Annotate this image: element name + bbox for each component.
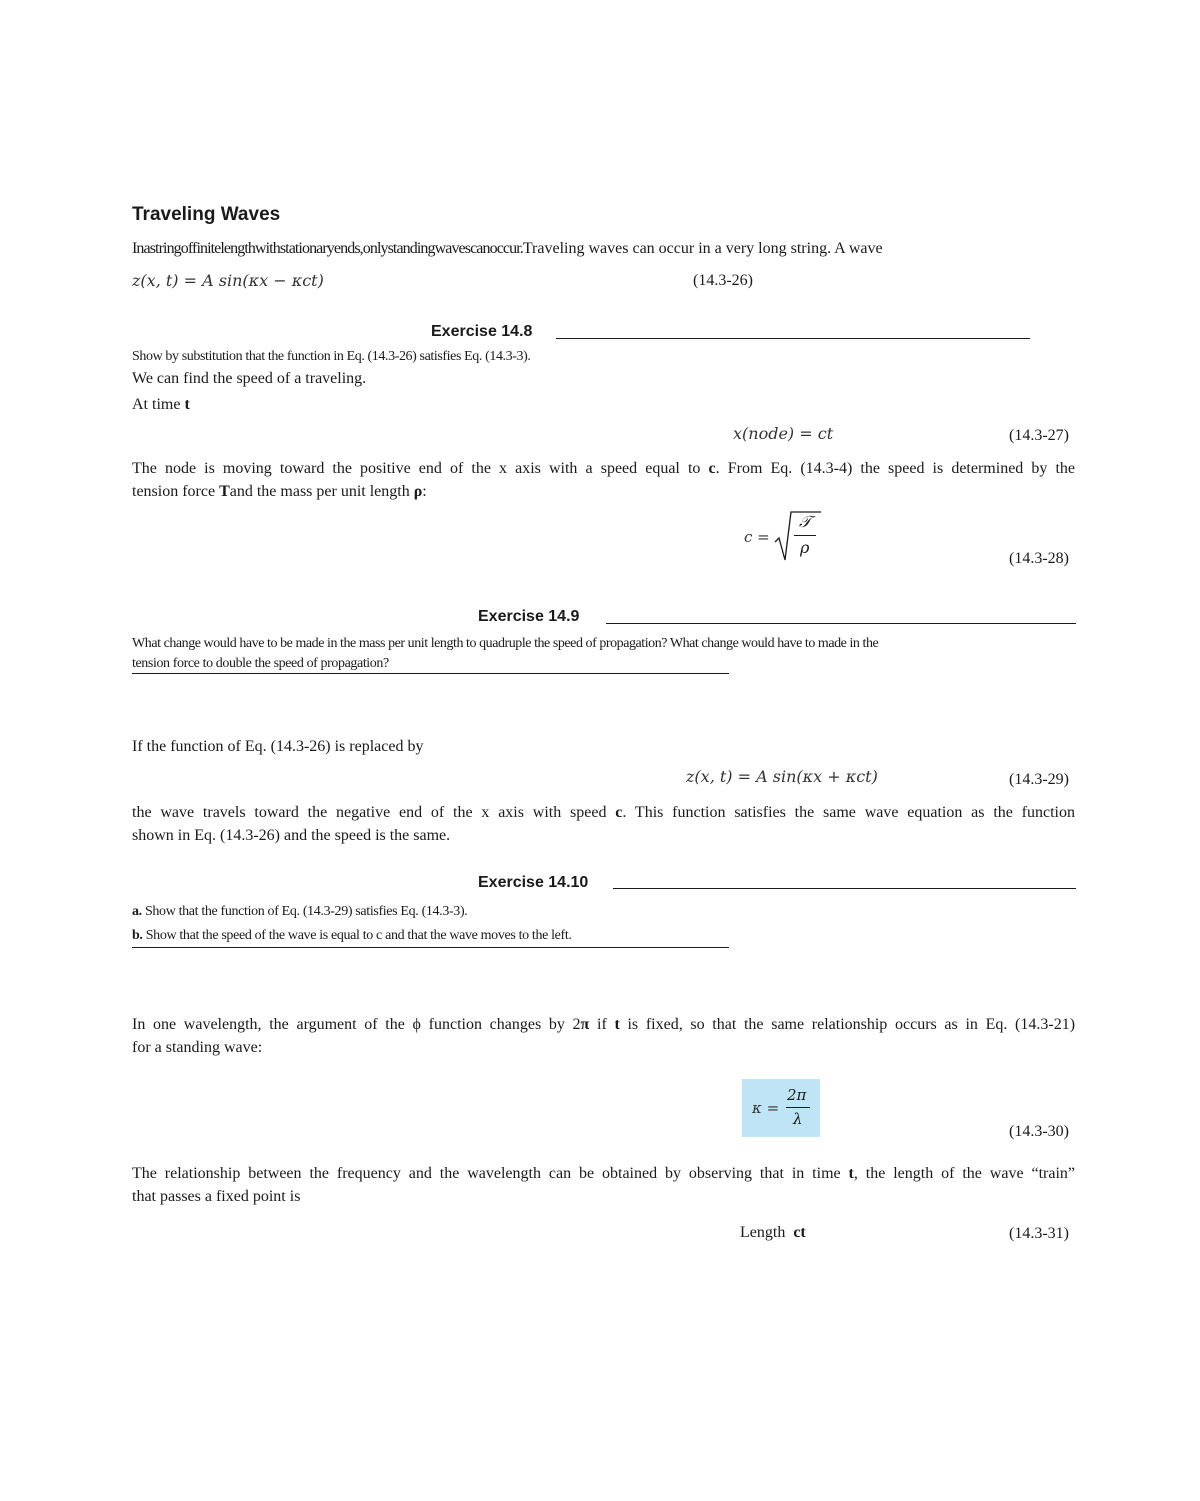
negative-text-c-bold: c — [615, 804, 623, 821]
node-text-mass: and the mass per unit length — [229, 483, 414, 500]
node-text-a: The node is moving toward the positive end of the x axis with a speed equal to — [132, 460, 709, 477]
equation-14-3-26: z(x, t) = A sin(κx − κct) — [132, 271, 324, 290]
relationship-t-bold: t — [848, 1165, 854, 1182]
equation-number-30: (14.3-30) — [1009, 1123, 1069, 1140]
exercise-14-10-title: Exercise 14.10 — [478, 874, 589, 891]
wavelength-paragraph-line-1 — [132, 1013, 1075, 1036]
equation-14-3-29: z(x, t) = A sin(κx + κct) — [686, 767, 878, 786]
wavelength-text-b: function changes by 2 — [420, 1016, 581, 1033]
exercise-14-8-rule — [556, 338, 1030, 339]
part-b-text: Show that the speed of the wave is equal to c and that the wave moves to the left. — [142, 928, 572, 943]
exercise-14-9-underline — [132, 673, 729, 674]
exercise-14-10-underline — [132, 947, 729, 948]
node-paragraph-line-1 — [132, 457, 1075, 480]
exercise-14-9-line-1: What change would have to be made in the mass per unit length to quadruple the speed of propagation? What change would have to made in the — [132, 636, 879, 651]
equation-number-28: (14.3-28) — [1009, 550, 1069, 567]
equation-14-3-27: x(node) = ct — [733, 424, 834, 443]
wavelength-paragraph-line-2: for a standing wave: — [132, 1039, 263, 1056]
time-variable: t — [184, 396, 190, 413]
wavelength-pi-bold: π — [580, 1016, 590, 1033]
section-title: Traveling Waves — [132, 204, 281, 225]
exercise-14-9-rule — [606, 623, 1076, 624]
negative-paragraph-line-1 — [132, 801, 1075, 824]
exercise-14-9-line-2: tension force to double the speed of propagation? — [132, 656, 389, 671]
equation-14-3-28 — [744, 508, 824, 566]
intro-rest-text: Traveling waves can occur in a very long string. A wave — [522, 240, 883, 257]
time-prefix: At time — [132, 396, 185, 413]
wavelength-t-bold: t — [614, 1016, 620, 1033]
wavelength-text-a: In one wavelength, the argument of the — [132, 1016, 413, 1033]
relationship-text-a: The relationship between the frequency and the wavelength can be obtained by observing that in time — [132, 1165, 849, 1182]
eq28-numerator: 𝒯 — [799, 512, 812, 531]
node-paragraph-line-2 — [132, 480, 427, 503]
speed-paragraph: We can find the speed of a traveling. — [132, 370, 367, 387]
replaced-paragraph: If the function of Eq. (14.3-26) is replaced by — [132, 738, 424, 755]
time-paragraph — [132, 396, 190, 414]
eq30-lhs: κ = — [752, 1099, 780, 1117]
exercise-14-10-part-a — [132, 904, 467, 920]
eq28-denominator: ρ — [800, 538, 810, 557]
part-a-text: Show that the function of Eq. (14.3-29) satisfies Eq. (14.3-3). — [141, 904, 468, 919]
part-b-label: b. — [132, 928, 143, 943]
relationship-paragraph-line-1 — [132, 1162, 1075, 1185]
relationship-text-b: , the length of the wave “train” — [853, 1165, 1076, 1182]
eq28-fraction-bar — [794, 535, 816, 536]
eq31-bold: ct — [793, 1224, 806, 1241]
eq30-fraction-bar — [786, 1107, 810, 1108]
eq28-lhs: c = — [744, 528, 770, 546]
wavelength-phi: ϕ — [412, 1016, 421, 1033]
exercise-14-10-rule — [613, 888, 1076, 889]
node-text-T-bold: T — [219, 483, 230, 500]
exercise-14-9-title: Exercise 14.9 — [478, 608, 580, 625]
negative-text-a: the wave travels toward the negative end of the x axis with speed — [132, 804, 616, 821]
exercise-14-10-part-b — [132, 928, 572, 944]
node-text-c: . From Eq. (14.3-4) the speed is determined by the — [715, 460, 1076, 477]
equation-14-3-30 — [742, 1079, 820, 1137]
wavelength-text-d: is fixed, so that the same relationship occurs as in Eq. (14.3-21) — [619, 1016, 1076, 1033]
node-text-rho-bold: ρ — [413, 483, 423, 500]
negative-text-c: . This function satisfies the same wave equation as the function — [622, 804, 1076, 821]
equation-number-26: (14.3-26) — [693, 272, 753, 289]
exercise-14-8-title: Exercise 14.8 — [431, 323, 533, 340]
intro-run-text: Inastringoffinitelengthwithstationaryends,onlystandingwavescanoccur. — [132, 240, 523, 257]
wavelength-text-c: if — [589, 1016, 615, 1033]
equation-14-3-31 — [740, 1224, 806, 1242]
node-text-tension: tension force — [132, 483, 220, 500]
intro-paragraph — [132, 240, 883, 258]
equation-number-27: (14.3-27) — [1009, 427, 1069, 444]
relationship-paragraph-line-2: that passes a fixed point is — [132, 1188, 301, 1205]
eq30-numerator: 2π — [787, 1086, 807, 1104]
node-text-c-bold: c — [708, 460, 716, 477]
part-a-label: a. — [132, 904, 142, 919]
equation-number-31: (14.3-31) — [1009, 1225, 1069, 1242]
exercise-14-8-text: Show by substitution that the function in Eq. (14.3-26) satisfies Eq. (14.3-3). — [132, 349, 531, 364]
negative-paragraph-line-2: shown in Eq. (14.3-26) and the speed is the same. — [132, 827, 451, 844]
node-text-colon: : — [422, 483, 427, 500]
eq31-word: Length — [740, 1224, 786, 1241]
eq30-denominator: λ — [793, 1110, 803, 1128]
sqrt-radical-icon — [773, 510, 823, 564]
equation-number-29: (14.3-29) — [1009, 771, 1069, 788]
